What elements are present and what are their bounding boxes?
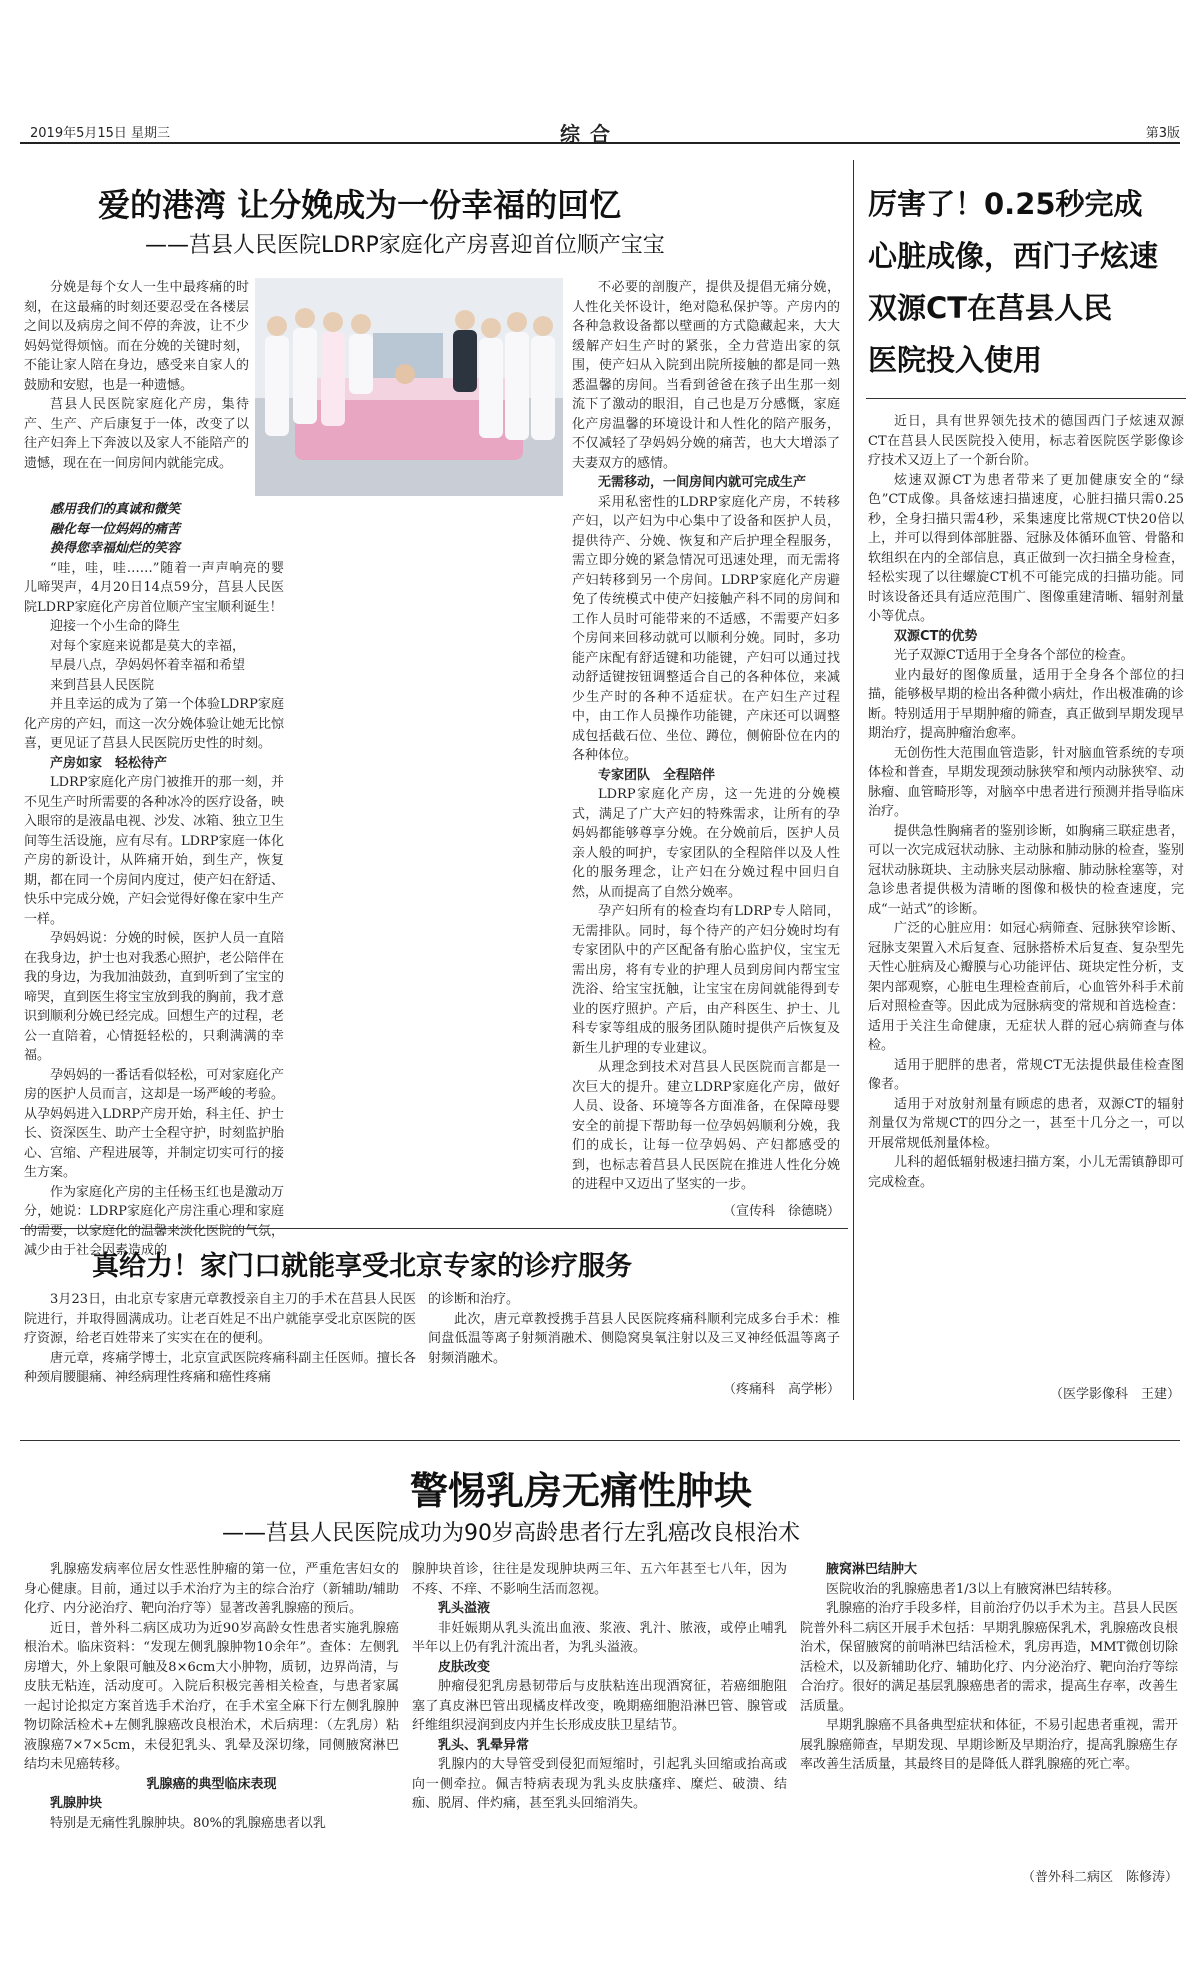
article2-headline-line3: 双源CT在莒县人民 bbox=[868, 291, 1113, 325]
article2-headline-line1: 厉害了！0.25秒完成 bbox=[868, 187, 1143, 221]
issue-date: 2019年5月15日 星期三 bbox=[30, 126, 171, 141]
section-heading: 乳腺肿块 bbox=[50, 1796, 103, 1811]
paragraph: 3月23日，由北京专家唐元章教授亲自主刀的手术在莒县人民医院进行，并取得圆满成功。让老百姓足不出户就能享受北京医院的医疗资源，给老百姓带来了实实在在的便利。 bbox=[24, 1292, 416, 1346]
verse-line: 来到莒县人民医院 bbox=[50, 677, 155, 693]
section-heading: 产房如家 轻松待产 bbox=[50, 755, 168, 771]
paragraph: LDRP家庭化产房门被推开的那一刻，并不见生产时所需要的各种冰冷的医疗设备，映入眼帘的是液晶电视、沙发、冰箱、独立卫生间等生活设施，应有尽有。LDRP家庭一体化产房的新设计，从阵痛开始，到生产，恢复期，都在同一个房间内度过，使产妇在舒适、快乐中完成分娩，产妇会觉得好像在家中生产一样。 bbox=[24, 775, 285, 927]
section-heading: 专家团队 全程陪伴 bbox=[598, 767, 716, 783]
paragraph: 乳腺癌发病率位居女性恶性肿瘤的第一位，严重危害妇女的身心健康。目前，通过以手术治疗为主的综合治疗（新辅助/辅助化疗、内分泌治疗、靶向治疗等）显著改善乳腺癌的预后。 bbox=[24, 1562, 399, 1616]
article4-column3 bbox=[800, 1560, 1178, 1860]
section-heading: 无需移动，一间房间内就可完成生产 bbox=[598, 475, 807, 490]
paragraph: 孕妈妈的一番话看似轻松，可对家庭化产房的医护人员而言，这却是一场严峻的考验。从孕妈妈进入LDRP产房开始，科主任、护士长、资深医生、助产士全程守护，时刻监护胎心、宫缩、产程进展等，并制定切实可行的接生方案。 bbox=[24, 1067, 285, 1180]
article3-column1 bbox=[24, 1290, 416, 1420]
paragraph: 近日，普外科二病区成功为近90岁高龄女性患者实施乳腺癌根治术。临床资料：“发现左侧乳腺肿物10余年”。查体：左侧乳房增大，外上象限可触及8×6cm大小肿物，质韧，边界尚清，与皮肤无粘连，活动度可。入院后积极完善相关检查，与患者家属一起讨论拟定方案首选手术治疗，在手术室全麻下行左侧乳腺肿物切除活检术+左侧乳腺癌改良根治术，术后病理：（左乳房）粘液腺癌7×7×5cm，未侵犯乳头、乳晕及深切缘，同侧腋窝淋巴结均未见癌转移。 bbox=[24, 1620, 399, 1772]
article4-top-rule bbox=[20, 1440, 1180, 1441]
section-name: 综合 bbox=[560, 122, 620, 146]
paragraph: LDRP家庭化产房，这一先进的分娩模式，满足了广大产妇的特殊需求，让所有的孕妈妈都能够尊享分娩。在分娩前后，医护人员亲人般的呵护，专家团队的全程陪伴以及人性化的服务理念，让产妇在分娩过程中回归自然，从而提高了自然分娩率。 bbox=[572, 787, 840, 900]
paragraph: 腺肿块首诊，往往是发现肿块两三年、五六年甚至七八年，因为不疼、不痒、不影响生活而忽视。 bbox=[412, 1562, 787, 1597]
section-heading: 皮肤改变 bbox=[438, 1659, 491, 1675]
article3-column2 bbox=[428, 1290, 840, 1368]
article1-column1-lower bbox=[24, 500, 285, 1258]
paragraph: 并且幸运的成为了第一个体验LDRP家庭化产房的产妇，而这一次分娩体验让她无比惊喜，更见证了莒县人民医院历史性的时刻。 bbox=[24, 697, 285, 751]
paragraph: “哇，哇，哇……”随着一声声响亮的婴儿啼哭声，4月20日14点59分，莒县人民医院LDRP家庭化产房首位顺产宝宝顺利诞生！ bbox=[24, 560, 284, 615]
verse-line: 迎接一个小生命的降生 bbox=[50, 619, 181, 634]
paragraph: 孕产妇所有的检查均有LDRP专人陪同，无需排队。同时，每个待产的产妇分娩时均有专家团队中的产区配备有胎心监护仪，宝宝无需出房，将有专业的护理人员到房间内帮宝宝洗浴、给宝宝抚触，让宝宝在房间就能得到专业的医疗照护。产后，由产科医生、护士、儿科专家等组成的服务团队随时提供产后恢复及新生儿护理的专业建议。 bbox=[572, 904, 840, 1056]
section-heading: 乳头溢液 bbox=[438, 1601, 491, 1616]
article2-headline bbox=[868, 178, 1186, 386]
page-number: 第3版 bbox=[1145, 126, 1180, 141]
paragraph: 无创伤性大范围血管造影，针对脑血管系统的专项体检和普查，早期发现颈动脉狭窄和颅内动脉狭窄、动脉瘤、血管畸形等，对脑卒中患者进行预测并指导临床治疗。 bbox=[868, 745, 1184, 819]
article4-subtitle: ——莒县人民医院成功为90岁高龄患者行左乳癌改良根治术 bbox=[222, 1521, 800, 1546]
article3-top-rule bbox=[20, 1228, 848, 1229]
article1-photo bbox=[255, 278, 563, 496]
article4-headline: 警惕乳房无痛性肿块 bbox=[410, 1469, 753, 1513]
article4-column1 bbox=[24, 1560, 399, 1890]
article1-headline: 爱的港湾 让分娩成为一份幸福的回忆 bbox=[98, 186, 622, 224]
paragraph: 孕妈妈说：分娩的时候，医护人员一直陪在我身边，护士也对我悉心照护，老公陪伴在我的身边，为我加油鼓劲，直到听到了宝宝的啼哭，直到医生将宝宝放到我的胸前，我才意识到顺利分娩已经完成。回想生产的过程，老公一直陪着，心情挺轻松的，只剩满满的幸福。 bbox=[24, 931, 285, 1063]
verse-line: 对每个家庭来说都是莫大的幸福， bbox=[50, 638, 246, 654]
verse-line: 换得您幸福灿烂的笑容 bbox=[50, 541, 181, 556]
article1-column2 bbox=[572, 278, 840, 1190]
article4-column2 bbox=[412, 1560, 787, 1890]
paragraph: 提供急性胸痛者的鉴别诊断，如胸痛三联症患者，可以一次完成冠状动脉、主动脉和肺动脉的检查，鉴别冠状动脉斑块、主动脉夹层动脉瘤、肺动脉栓塞等，对急诊患者提供极为清晰的图像和极快的检查速度，完成“一站式”的诊断。 bbox=[868, 823, 1184, 917]
paragraph: 适用于对放射剂量有顾虑的患者，双源CT的辐射剂量仅为常规CT的四分之一，甚至十几分之一，可以开展常规低剂量体检。 bbox=[868, 1096, 1184, 1151]
paragraph: 儿科的超低辐射极速扫描方案，小儿无需镇静即可完成检查。 bbox=[868, 1155, 1184, 1190]
paragraph: 唐元章，疼痛学博士，北京宣武医院疼痛科副主任医师。擅长各种颈肩腰腿痛、神经病理性疼痛和癌性疼痛 bbox=[24, 1350, 416, 1385]
column-divider bbox=[853, 160, 854, 1400]
article2-column bbox=[868, 412, 1184, 1372]
article3-byline: （疼痛科 高学彬） bbox=[722, 1382, 840, 1397]
delivery-room-photo bbox=[255, 278, 563, 496]
article2-byline: （医学影像科 王建） bbox=[1049, 1387, 1180, 1402]
article1-column1 bbox=[24, 278, 249, 498]
paragraph: 从理念到技术对莒县人民医院而言都是一次巨大的提升。建立LDRP家庭化产房，做好人员、设备、环境等各方面准备，在保障母婴安全的前提下帮助每一位孕妈妈顺利分娩，我们的成长，让每一位孕妈妈、产妇都感受的到，也标志着莒县人民医院在推进人性化分娩的进程中又迈出了坚实的一步。 bbox=[572, 1060, 840, 1192]
paragraph: 非妊娠期从乳头流出血液、浆液、乳汁、脓液，或停止哺乳半年以上仍有乳汁流出者，为乳头溢液。 bbox=[412, 1620, 787, 1655]
paragraph: 肿瘤侵犯乳房悬韧带后与皮肤粘连出现酒窝征，若癌细胞阻塞了真皮淋巴管出现橘皮样改变，晚期癌细胞沿淋巴管、腺管或纤维组织浸润到皮内并生长形成皮肤卫星结节。 bbox=[412, 1679, 787, 1733]
section-heading: 乳腺癌的典型临床表现 bbox=[146, 1776, 277, 1792]
paragraph: 早期乳腺癌不具备典型症状和体征，不易引起患者重视，需开展乳腺癌筛查，早期发现、早期诊断及早期治疗，提高乳腺癌生存率改善生活质量，其最终目的是降低人群乳腺癌的死亡率。 bbox=[800, 1718, 1178, 1772]
section-heading: 乳头、乳晕异常 bbox=[438, 1737, 530, 1753]
verse-line: 融化每一位妈妈的痛苦 bbox=[50, 521, 181, 537]
paragraph: 业内最好的图像质量，适用于全身各个部位的扫描，能够极早期的检出各种微小病灶，作出极准确的诊断。特别适用于早期肿瘤的筛查，真正做到早期发现早期治疗，提高肿瘤治愈率。 bbox=[868, 667, 1184, 741]
verse-line: 感用我们的真诚和微笑 bbox=[50, 502, 181, 517]
paragraph: 医院收治的乳腺癌患者1/3以上有腋窝淋巴结转移。 bbox=[826, 1581, 1120, 1597]
paragraph: 莒县人民医院家庭化产房，集待产、生产、产后康复于一体，改变了以往产妇奔上下奔波以及家人不能陪产的遗憾，现在在一间房间内就能完成。 bbox=[24, 397, 249, 471]
article2-title-rule bbox=[866, 398, 1186, 399]
paragraph: 分娩是每个女人一生中最疼痛的时刻，在这最痛的时刻还要忍受在各楼层之间以及病房之间不停的奔波，让不少妈妈觉得烦恼。而在分娩的关键时刻，不能让家人陪在身边，感受来自家人的鼓励和安慰，也是一种遗憾。 bbox=[24, 280, 249, 393]
paragraph: 光子双源CT适用于全身各个部位的检查。 bbox=[894, 648, 1134, 663]
paragraph: 采用私密性的LDRP家庭化产房，不转移产妇，以产妇为中心集中了设备和医护人员，提供待产、分娩、恢复和产后护理全程服务，需立即分娩的紧急情况可迅速处理，而无需将产妇转移到另一个房间。LDRP家庭化产房避免了传统模式中使产妇接触产科不同的房间和工作人员时可能带来的不适感，不需要产妇多个房间来回移动就可以顺利分娩。同时，多功能产床配有舒适键和功能键，产妇可以通过找动舒适键按钮调整适合自己的各种体位，来减少生产时的各种不适症状。在产妇生产过程中，由工作人员操作功能键，产床还可以调整成包括截石位、坐位、蹲位，侧俯卧位在内的各种体位。 bbox=[572, 494, 840, 763]
article1-byline: （宣传科 徐德晓） bbox=[722, 1204, 840, 1219]
paragraph: 乳腺癌的治疗手段多样，目前治疗仍以手术为主。莒县人民医院普外科二病区开展手术包括：早期乳腺癌保乳术，乳腺癌改良根治术，保留腋窝的前哨淋巴结活检术，乳房再造，MMT微创切除活检术，以及新辅助化疗、辅助化疗、内分泌治疗、靶向治疗等综合治疗。很好的满足基层乳腺癌患者的需求，提高生存率，改善生活质量。 bbox=[800, 1601, 1178, 1714]
verse-line: 早晨八点，孕妈妈怀着幸福和希望 bbox=[50, 658, 246, 673]
paragraph: 适用于肥胖的患者，常规CT无法提供最佳检查图像者。 bbox=[868, 1057, 1184, 1092]
section-heading: 双源CT的优势 bbox=[894, 628, 978, 644]
article4-byline: （普外科二病区 陈修涛） bbox=[1021, 1870, 1178, 1885]
paragraph: 乳腺内的大导管受到侵犯而短缩时，引起乳头回缩或抬高或向一侧牵拉。佩吉特病表现为乳头皮肤瘙痒、糜烂、破溃、结痂、脱屑、伴灼痛，甚至乳头回缩消失。 bbox=[412, 1757, 787, 1811]
paragraph: 特别是无痛性乳腺肿块。80%的乳腺癌患者以乳 bbox=[50, 1815, 326, 1831]
paragraph: 广泛的心脏应用：如冠心病筛查、冠脉狭窄诊断、冠脉支架置入术后复查、冠脉搭桥术后复查、复杂型先天性心脏病及心瓣膜与心功能评估、斑块定性分析，支架内部观察，心脏电生理检查前后，心血管外科手术前后对照检查等。因此成为冠脉病变的常规和首选检查：适用于关注生命健康，无症状人群的冠心病筛查与体检。 bbox=[868, 921, 1184, 1053]
paragraph: 此次，唐元章教授携手莒县人民医院疼痛科顺利完成多台手术：椎间盘低温等离子射频消融术、侧隐窝臭氧注射以及三叉神经低温等离子射频消融术。 bbox=[428, 1311, 840, 1366]
paragraph: 近日，具有世界领先技术的德国西门子炫速双源CT在莒县人民医院投入使用，标志着医院医学影像诊疗技术又迈上了一个新台阶。 bbox=[868, 414, 1184, 468]
paragraph: 炫速双源CT为患者带来了更加健康安全的“绿色”CT成像。具备炫速扫描速度，心脏扫描只需0.25秒，全身扫描只需4秒，采集速度比常规CT快20倍以上，并可以得到体部脏器、冠脉及体循环血管、骨骼和软组织在内的全部信息，真正做到一次扫描全身检查，轻松实现了以往螺旋CT机不可能完成的扫描功能。同时该设备还具有适应范围广、图像重建清晰、辐射剂量小等优点。 bbox=[868, 472, 1184, 624]
article2-headline-line2: 心脏成像，西门子炫速 bbox=[868, 239, 1159, 273]
article3-headline: 真给力！家门口就能享受北京专家的诊疗服务 bbox=[92, 1251, 632, 1282]
header-rule bbox=[20, 142, 1180, 144]
section-heading: 腋窝淋巴结肿大 bbox=[826, 1562, 918, 1577]
article1-subtitle: ——莒县人民医院LDRP家庭化产房喜迎首位顺产宝宝 bbox=[145, 233, 665, 258]
paragraph: 作为家庭化产房的主任杨玉红也是激动万分，她说：LDRP家庭化产房注重心理和家庭的需要，以家庭化的温馨来淡化医院的气氛，减少由于社会因素造成的 bbox=[24, 1184, 285, 1258]
article2-headline-line4: 医院投入使用 bbox=[868, 343, 1043, 377]
paragraph: 不必要的剖腹产，提供及提倡无痛分娩，人性化关怀设计，绝对隐私保护等。产房内的各种急救设备都以壁画的方式隐藏起来，大大缓解产妇生产时的紧张，全力营造出家的氛围，使产妇从入院到出院所接触的都是同一熟悉温馨的房间。当看到爸爸在孩子出生那一刻流下了激动的眼泪，自己也是万分感慨，家庭化产房温馨的环境设计和人性化的陪产服务，不仅减轻了孕妈妈分娩的痛苦，也大大增添了夫妻双方的感情。 bbox=[572, 280, 840, 471]
paragraph: 的诊断和治疗。 bbox=[428, 1292, 520, 1307]
